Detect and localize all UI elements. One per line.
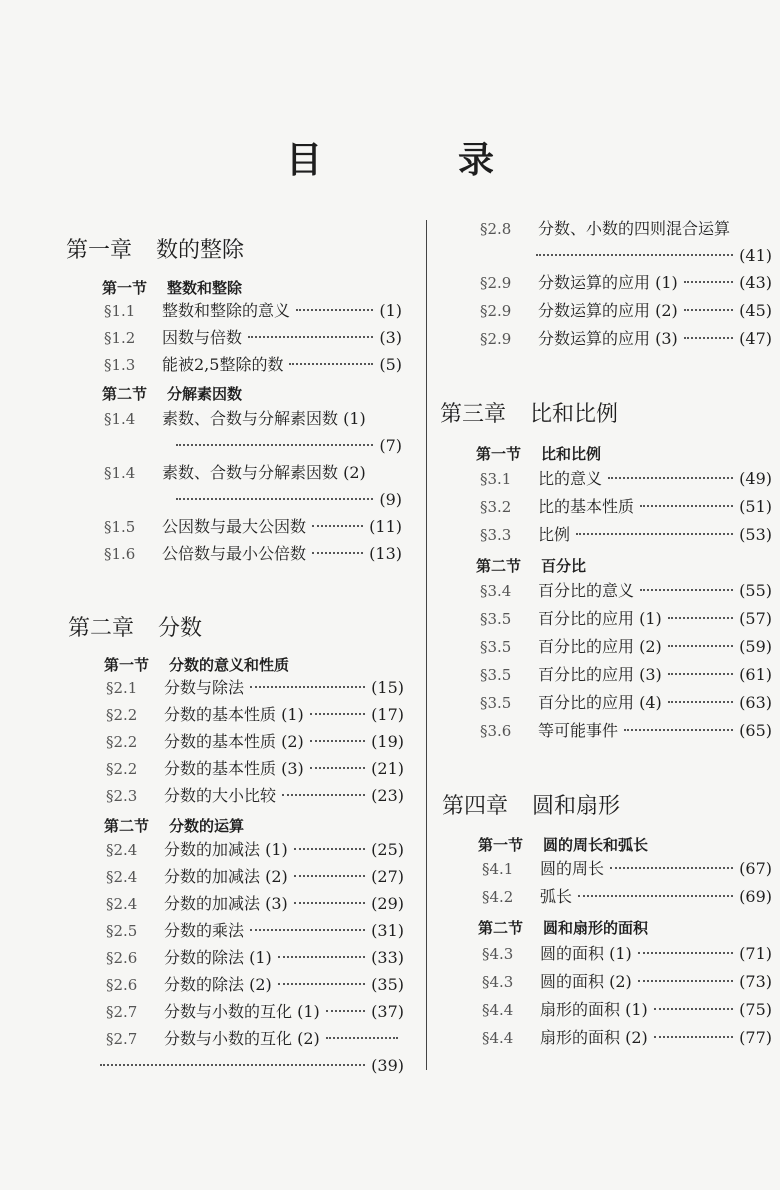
entry-code: §3.5	[480, 666, 512, 684]
toc-entry[interactable]	[106, 1027, 404, 1051]
leader-dots	[250, 929, 365, 931]
leader-dots	[289, 363, 373, 365]
entry-code: §2.2	[106, 760, 138, 778]
toc-entry[interactable]	[106, 838, 404, 862]
toc-entry[interactable]	[482, 998, 772, 1022]
toc-entry[interactable]	[480, 607, 772, 631]
toc-entry[interactable]	[482, 942, 772, 966]
entry-page: (27)	[371, 867, 404, 886]
section-heading[interactable]	[102, 277, 242, 298]
entry-title: 分数的基本性质 (2)	[164, 732, 304, 751]
leader-dots	[684, 281, 733, 283]
entry-code: §1.1	[104, 302, 136, 320]
entry-page: (57)	[739, 609, 772, 628]
section-heading[interactable]	[104, 815, 244, 836]
section-title: 百分比	[541, 557, 587, 575]
section-heading[interactable]	[478, 834, 648, 855]
entry-code: §2.9	[480, 330, 512, 348]
chapter-number: 第三章	[440, 402, 507, 427]
entry-title: 分数的乘法	[164, 921, 245, 940]
leader-dots	[326, 1037, 398, 1039]
chapter-heading[interactable]	[440, 397, 618, 428]
entry-code: §2.5	[106, 922, 138, 940]
toc-entry[interactable]	[106, 730, 404, 754]
entry-page: (73)	[739, 972, 772, 991]
entry-page: (41)	[739, 246, 772, 265]
entry-title: 分数的加减法 (3)	[164, 894, 288, 913]
leader-dots	[654, 1008, 733, 1010]
toc-entry[interactable]	[106, 892, 404, 916]
chapter-number: 第四章	[442, 794, 509, 819]
chapter-heading[interactable]	[442, 789, 620, 820]
leader-dots	[668, 645, 733, 647]
leader-dots	[608, 477, 733, 479]
entry-page: (75)	[739, 1000, 772, 1019]
entry-page: (71)	[739, 944, 772, 963]
entry-page: (13)	[369, 544, 402, 563]
entry-page: (39)	[371, 1056, 404, 1075]
toc-entry[interactable]	[480, 579, 772, 603]
leader-dots	[638, 980, 733, 982]
toc-entry[interactable]	[480, 495, 772, 519]
toc-entry[interactable]	[480, 691, 772, 715]
toc-entry[interactable]	[104, 299, 402, 323]
entry-code: §3.4	[480, 582, 512, 600]
entry-code: §2.2	[106, 706, 138, 724]
toc-entry[interactable]	[482, 857, 772, 881]
leader-dots	[326, 1010, 365, 1012]
toc-entry[interactable]	[480, 299, 772, 323]
toc-entry[interactable]	[482, 970, 772, 994]
entry-page: (23)	[371, 786, 404, 805]
entry-page: (5)	[379, 355, 402, 374]
entry-page: (1)	[379, 301, 402, 320]
entry-page: (55)	[739, 581, 772, 600]
entry-code: §4.1	[482, 860, 514, 878]
entry-title: 分数与除法	[164, 678, 245, 697]
toc-entry[interactable]	[104, 326, 402, 350]
entry-code: §3.5	[480, 694, 512, 712]
toc-entry[interactable]	[106, 703, 404, 727]
section-title: 圆和扇形的面积	[543, 919, 649, 937]
entry-title: 因数与倍数	[162, 328, 243, 347]
toc-entry[interactable]	[104, 461, 402, 485]
leader-dots	[684, 337, 733, 339]
toc-entry[interactable]	[106, 676, 404, 700]
toc-entry[interactable]	[106, 1000, 404, 1024]
entry-code: §2.7	[106, 1030, 138, 1048]
entry-title: 百分比的应用 (3)	[538, 665, 662, 684]
entry-page: (45)	[739, 301, 772, 320]
entry-page: (61)	[739, 665, 772, 684]
leader-dots	[294, 875, 365, 877]
entry-page: (77)	[739, 1028, 772, 1047]
leader-dots	[100, 1064, 365, 1066]
entry-title: 百分比的应用 (2)	[538, 637, 662, 656]
toc-entry[interactable]	[104, 515, 402, 539]
section-number: 第二节	[476, 557, 522, 575]
section-number: 第二节	[102, 385, 148, 403]
entry-page: (7)	[379, 436, 402, 455]
leader-dots	[312, 525, 363, 527]
section-title: 圆的周长和弧长	[543, 836, 649, 854]
entry-title: 比的基本性质	[538, 497, 635, 516]
entry-title: 分数的基本性质 (1)	[164, 705, 304, 724]
toc-entry[interactable]	[106, 919, 404, 943]
entry-page: (67)	[739, 859, 772, 878]
chapter-title: 分数	[158, 616, 203, 641]
toc-entry[interactable]	[106, 946, 404, 970]
section-title: 整数和整除	[167, 279, 243, 297]
entry-title: 公倍数与最小公倍数	[162, 544, 307, 563]
toc-entry[interactable]	[480, 327, 772, 351]
leader-dots	[278, 956, 365, 958]
entry-page: (21)	[371, 759, 404, 778]
section-number: 第一节	[478, 836, 524, 854]
entry-code: §4.3	[482, 973, 514, 991]
entry-title: 分数的加减法 (1)	[164, 840, 288, 859]
leader-dots	[684, 309, 733, 311]
entry-page: (63)	[739, 693, 772, 712]
toc-entry[interactable]	[106, 865, 404, 889]
entry-title: 圆的面积 (1)	[540, 944, 632, 963]
entry-page: (53)	[739, 525, 772, 544]
leader-dots	[624, 729, 733, 731]
leader-dots	[310, 767, 365, 769]
toc-entry-continuation[interactable]	[176, 488, 402, 512]
chapter-heading[interactable]	[68, 611, 202, 642]
entry-title: 扇形的面积 (2)	[540, 1028, 648, 1047]
chapter-title: 圆和扇形	[532, 794, 621, 819]
entry-code: §2.3	[106, 787, 138, 805]
leader-dots	[536, 254, 733, 256]
toc-entry[interactable]	[480, 271, 772, 295]
entry-title: 素数、合数与分解素因数 (1)	[162, 409, 366, 428]
toc-entry[interactable]	[480, 635, 772, 659]
entry-code: §4.3	[482, 945, 514, 963]
entry-code: §2.9	[480, 274, 512, 292]
entry-title: 分数与小数的互化 (2)	[164, 1029, 320, 1048]
entry-code: §3.2	[480, 498, 512, 516]
entry-code: §2.1	[106, 679, 138, 697]
entry-page: (11)	[369, 517, 402, 536]
leader-dots	[294, 902, 365, 904]
entry-page: (49)	[739, 469, 772, 488]
leader-dots	[578, 895, 733, 897]
entry-page: (9)	[379, 490, 402, 509]
entry-code: §1.4	[104, 464, 136, 482]
entry-title: 分数运算的应用 (1)	[538, 273, 678, 292]
entry-title: 分数运算的应用 (2)	[538, 301, 678, 320]
leader-dots	[638, 952, 733, 954]
entry-code: §3.6	[480, 722, 512, 740]
leader-dots	[278, 983, 365, 985]
section-heading[interactable]	[102, 383, 242, 404]
toc-entry-continuation[interactable]	[176, 434, 402, 458]
entry-code: §4.2	[482, 888, 514, 906]
entry-code: §3.1	[480, 470, 512, 488]
entry-code: §1.6	[104, 545, 136, 563]
entry-page: (19)	[371, 732, 404, 751]
entry-page: (17)	[371, 705, 404, 724]
chapter-heading[interactable]	[66, 233, 244, 264]
chapter-number: 第一章	[66, 238, 133, 263]
leader-dots	[250, 686, 365, 688]
leader-dots	[668, 701, 733, 703]
entry-page: (51)	[739, 497, 772, 516]
entry-code: §1.3	[104, 356, 136, 374]
entry-title: 百分比的应用 (1)	[538, 609, 662, 628]
entry-title: 圆的面积 (2)	[540, 972, 632, 991]
leader-dots	[176, 444, 373, 446]
section-number: 第一节	[104, 656, 150, 674]
entry-title: 分数与小数的互化 (1)	[164, 1002, 320, 1021]
section-title: 分数的意义和性质	[169, 656, 290, 674]
leader-dots	[296, 309, 373, 311]
entry-page: (3)	[379, 328, 402, 347]
leader-dots	[640, 589, 733, 591]
leader-dots	[668, 673, 733, 675]
entry-page: (31)	[371, 921, 404, 940]
leader-dots	[576, 533, 733, 535]
leader-dots	[282, 794, 365, 796]
section-number: 第一节	[102, 279, 148, 297]
leader-dots	[294, 848, 365, 850]
leader-dots	[248, 336, 373, 338]
entry-page: (43)	[739, 273, 772, 292]
leader-dots	[654, 1036, 733, 1038]
toc-entry[interactable]	[482, 885, 772, 909]
entry-page: (47)	[739, 329, 772, 348]
entry-title: 扇形的面积 (1)	[540, 1000, 648, 1019]
leader-dots	[668, 617, 733, 619]
entry-title: 公因数与最大公因数	[162, 517, 307, 536]
entry-title: 分数的除法 (2)	[164, 975, 272, 994]
entry-title: 比例	[538, 525, 571, 544]
entry-title: 比的意义	[538, 469, 603, 488]
entry-title: 分数的除法 (1)	[164, 948, 272, 967]
leader-dots	[310, 740, 365, 742]
entry-code: §2.7	[106, 1003, 138, 1021]
toc-entry[interactable]	[106, 757, 404, 781]
section-heading[interactable]	[478, 917, 648, 938]
toc-entry[interactable]	[106, 784, 404, 808]
toc-entry-continuation[interactable]	[100, 1054, 404, 1078]
entry-code: §2.2	[106, 733, 138, 751]
section-number: 第一节	[476, 445, 522, 463]
entry-code: §4.4	[482, 1001, 514, 1019]
entry-code: §1.4	[104, 410, 136, 428]
leader-dots	[640, 505, 733, 507]
entry-page: (69)	[739, 887, 772, 906]
section-title: 分数的运算	[169, 817, 245, 835]
entry-code: §2.6	[106, 976, 138, 994]
toc-entry[interactable]	[482, 1026, 772, 1050]
entry-code: §2.6	[106, 949, 138, 967]
toc-entry[interactable]	[480, 663, 772, 687]
entry-title: 圆的周长	[540, 859, 605, 878]
entry-page: (25)	[371, 840, 404, 859]
section-number: 第二节	[478, 919, 524, 937]
section-number: 第二节	[104, 817, 150, 835]
entry-code: §2.8	[480, 220, 512, 238]
entry-title: 分数的加减法 (2)	[164, 867, 288, 886]
entry-title: 百分比的意义	[538, 581, 635, 600]
leader-dots	[610, 867, 733, 869]
section-heading[interactable]	[476, 443, 601, 464]
entry-page: (35)	[371, 975, 404, 994]
toc-entry[interactable]	[480, 467, 772, 491]
entry-page: (15)	[371, 678, 404, 697]
section-heading[interactable]	[476, 555, 586, 576]
entry-title: 整数和整除的意义	[162, 301, 291, 320]
column-divider	[426, 220, 427, 1070]
section-title: 分解素因数	[167, 385, 243, 403]
entry-code: §2.4	[106, 868, 138, 886]
toc-entry[interactable]	[480, 719, 772, 743]
entry-title: 能被2,5整除的数	[162, 355, 284, 374]
entry-page: (33)	[371, 948, 404, 967]
entry-page: (65)	[739, 721, 772, 740]
entry-page: (59)	[739, 637, 772, 656]
entry-code: §3.3	[480, 526, 512, 544]
entry-title: 分数、小数的四则混合运算	[538, 219, 731, 238]
page-title: 目 录	[285, 140, 544, 181]
chapter-title: 比和比例	[530, 402, 619, 427]
entry-code: §4.4	[482, 1029, 514, 1047]
toc-entry[interactable]	[480, 523, 772, 547]
entry-code: §2.9	[480, 302, 512, 320]
entry-code: §1.2	[104, 329, 136, 347]
toc-entry[interactable]	[106, 973, 404, 997]
entry-code: §3.5	[480, 638, 512, 656]
toc-entry[interactable]	[480, 217, 772, 241]
entry-code: §2.4	[106, 895, 138, 913]
section-title: 比和比例	[541, 445, 602, 463]
chapter-number: 第二章	[68, 616, 135, 641]
toc-entry[interactable]	[104, 542, 402, 566]
leader-dots	[312, 552, 363, 554]
entry-code: §2.4	[106, 841, 138, 859]
toc-entry[interactable]	[104, 407, 402, 431]
entry-title: 分数的大小比较	[164, 786, 277, 805]
entry-title: 弧长	[540, 887, 573, 906]
leader-dots	[176, 498, 373, 500]
entry-title: 百分比的应用 (4)	[538, 693, 662, 712]
entry-title: 素数、合数与分解素因数 (2)	[162, 463, 366, 482]
entry-title: 分数运算的应用 (3)	[538, 329, 678, 348]
entry-title: 分数的基本性质 (3)	[164, 759, 304, 778]
section-heading[interactable]	[104, 654, 289, 675]
entry-code: §1.5	[104, 518, 136, 536]
toc-entry-continuation[interactable]	[536, 244, 772, 268]
entry-page: (29)	[371, 894, 404, 913]
entry-code: §3.5	[480, 610, 512, 628]
entry-title: 等可能事件	[538, 721, 619, 740]
chapter-title: 数的整除	[156, 238, 245, 263]
toc-entry[interactable]	[104, 353, 402, 377]
entry-page: (37)	[371, 1002, 404, 1021]
leader-dots	[310, 713, 365, 715]
